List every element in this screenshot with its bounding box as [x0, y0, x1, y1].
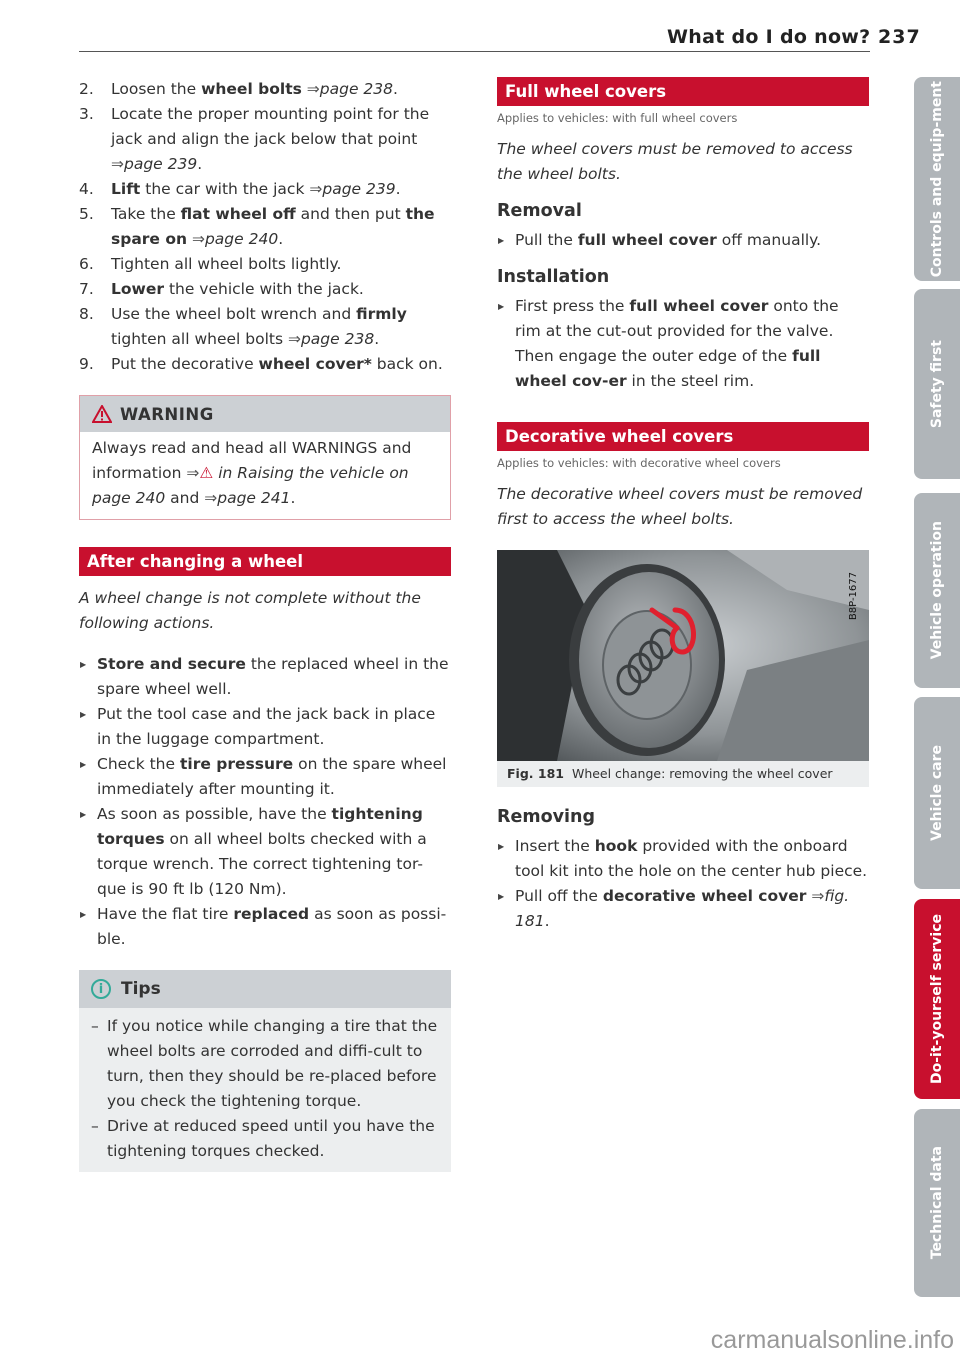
text-run: Put the decorative: [111, 355, 259, 373]
text-run: Loosen the: [111, 80, 202, 98]
right-column: [497, 77, 869, 934]
page-reference: page 238: [300, 330, 375, 348]
installation-list: [497, 294, 869, 394]
applies-to: Applies to vehicles: with full wheel covers: [497, 111, 738, 125]
list-item: [79, 802, 451, 902]
arrow-icon: ⇒: [306, 80, 320, 98]
arrow-icon: ⇒: [204, 489, 218, 507]
section-title: After changing a wheel: [87, 552, 303, 571]
header-rule: [79, 51, 870, 52]
text-run: Use the wheel bolt wrench and: [111, 305, 357, 323]
figure-wheel-cover-photo: [497, 550, 869, 761]
figure-code: B8P-1677: [848, 572, 859, 621]
bold-term: the spare on: [111, 205, 435, 248]
list-item: [497, 228, 869, 253]
text-run: tighten all wheel bolts: [111, 330, 288, 348]
watermark: carmanualsonline.info: [710, 1326, 954, 1354]
chapter-tab[interactable]: [914, 1109, 960, 1297]
tip-item: – If you notice while changing a tire that the wheel bolts are corroded and diffi-cult to turn, then they should be re-placed before you check the tightening torque.: [91, 1014, 439, 1114]
page-reference: page 239: [124, 155, 198, 173]
page-number: 237: [878, 26, 921, 48]
bold-term: full wheel cover: [577, 231, 717, 249]
text-run: onto the rim at the cut-out provided for the valve. Then engage the outer edge of the: [515, 297, 839, 365]
text-run: the vehicle with the jack.: [164, 280, 364, 298]
text-run: off manually.: [716, 231, 822, 249]
procedure-step: [79, 202, 451, 252]
chapter-tab-label: Vehicle operation: [929, 521, 945, 660]
page-reference: page 238: [319, 80, 394, 98]
arrow-icon: ⇒: [287, 330, 301, 348]
step-number: 5.: [79, 205, 94, 223]
text-run: in the steel rim.: [626, 372, 755, 390]
procedure-step: [79, 352, 451, 377]
bold-term: tightening torques: [97, 805, 423, 848]
warning-header: [80, 396, 450, 432]
step-number: 3.: [79, 105, 94, 123]
arrow-icon: ⇒: [811, 887, 825, 905]
text-run: .: [395, 180, 401, 198]
text-run: Tighten all wheel bolts lightly.: [111, 255, 342, 273]
step-number: 6.: [79, 255, 94, 273]
text-run: Have the flat tire: [97, 905, 234, 923]
chapter-tab-label: Controls and equip-ment: [929, 80, 945, 278]
page-reference: page 239: [322, 180, 396, 198]
text-run: on all wheel bolts checked with a torque wrench. The correct tightening tor-que is 90 ft lb (120 Nm).: [97, 830, 427, 898]
text-run: Insert the: [515, 837, 595, 855]
warning-triangle-icon: ⚠: [199, 464, 214, 482]
removal-list: [497, 228, 869, 253]
text-run: .: [374, 330, 380, 348]
list-item: [497, 884, 869, 934]
chapter-tab[interactable]: [914, 77, 960, 281]
step-number: 7.: [79, 280, 94, 298]
text-run: .: [544, 912, 550, 930]
left-column: [79, 77, 451, 1172]
section-heading-decorative-covers: [497, 422, 869, 451]
arrow-icon: ⇒: [309, 180, 323, 198]
text-run: and: [165, 489, 205, 507]
list-item: [79, 902, 451, 952]
bold-term: flat wheel off: [180, 205, 296, 223]
bold-term: Lift: [111, 180, 141, 198]
bold-term: hook: [594, 837, 638, 855]
warning-text: [80, 432, 450, 519]
chapter-tab-label: Do-it-yourself service: [929, 913, 945, 1084]
step-number: 9.: [79, 355, 94, 373]
bold-term: full wheel cov-er: [515, 347, 821, 390]
procedure-step: [79, 302, 451, 352]
applies-to: Applies to vehicles: with decorative wheel covers: [497, 456, 781, 470]
procedure-step: [79, 177, 451, 202]
bold-term: wheel bolts: [201, 80, 302, 98]
bold-term: tire pressure: [179, 755, 294, 773]
tips-box: [79, 970, 451, 1172]
subheading-removal: Removal: [497, 201, 582, 221]
section-title: Full wheel covers: [505, 82, 667, 101]
procedure-step: [79, 277, 451, 302]
text-run: as soon as possi-ble.: [97, 905, 447, 948]
procedure-step: [79, 77, 451, 102]
chapter-tab-label: Vehicle care: [929, 745, 945, 841]
text-run: Locate the proper mounting point for the jack and align the jack below that point: [111, 105, 430, 148]
text-run: .: [197, 155, 203, 173]
tips-title: Tips: [121, 978, 161, 999]
bold-term: full wheel cover: [629, 297, 769, 315]
section-heading-after-changing: [79, 547, 451, 576]
subheading-installation: Installation: [497, 267, 610, 287]
removing-list: [497, 834, 869, 934]
after-actions-list: [79, 652, 451, 952]
bold-term: wheel cover*: [258, 355, 372, 373]
list-item: [497, 294, 869, 394]
info-icon: i: [91, 979, 111, 999]
section-title: Decorative wheel covers: [505, 427, 734, 446]
bold-term: replaced: [233, 905, 310, 923]
subheading-removing: Removing: [497, 807, 595, 827]
text-run: Pull off the: [515, 887, 603, 905]
text-run: the replaced wheel in the spare wheel well.: [97, 655, 449, 698]
bold-term: Lower: [111, 280, 165, 298]
arrow-icon: ⇒: [191, 230, 205, 248]
running-header-title: What do I do now?: [667, 26, 871, 48]
warning-title: WARNING: [120, 404, 214, 424]
tips-header: [79, 970, 451, 1008]
list-item: [79, 702, 451, 752]
page-reference: page 240: [204, 230, 279, 248]
figure-caption: [497, 761, 869, 787]
page-reference: in Raising the vehicle on page 240: [92, 464, 409, 507]
warning-triangle-icon: [92, 405, 112, 423]
text-run: Take the: [111, 205, 181, 223]
page-reference: page 241: [217, 489, 291, 507]
section-intro: The wheel covers must be removed to access the wheel bolts.: [497, 140, 853, 183]
text-run: Always read and head all WARNINGS and information: [92, 439, 412, 482]
text-run: Put the tool case and the jack back in place in the luggage compartment.: [97, 705, 436, 748]
section-heading-full-covers: [497, 77, 869, 106]
step-number: 8.: [79, 305, 94, 323]
procedure-steps: [79, 77, 451, 377]
chapter-tab-label: Technical data: [929, 1146, 945, 1260]
page-reference: fig. 181: [515, 887, 850, 930]
bold-term: firmly: [356, 305, 407, 323]
text-run: As soon as possible, have the: [97, 805, 332, 823]
text-run: .: [290, 489, 296, 507]
text-run: Pull the: [515, 231, 578, 249]
text-run: on the spare wheel immediately after mounting it.: [97, 755, 447, 798]
text-run: provided with the onboard tool kit into the hole on the center hub piece.: [515, 837, 868, 880]
chapter-tab[interactable]: [914, 899, 960, 1099]
warning-box: [79, 395, 451, 520]
tip-item: – Drive at reduced speed until you have the tightening torques checked.: [91, 1114, 439, 1164]
text-run: .: [393, 80, 398, 98]
list-item: [79, 752, 451, 802]
bold-term: decorative wheel cover: [602, 887, 807, 905]
text-run: .: [278, 230, 284, 248]
section-intro: The decorative wheel covers must be removed first to access the wheel bolts.: [497, 485, 863, 528]
chapter-tab[interactable]: [914, 289, 960, 479]
list-item: [79, 652, 451, 702]
procedure-step: [79, 252, 451, 277]
arrow-icon: ⇒: [111, 155, 124, 173]
arrow-icon: ⇒: [186, 464, 200, 482]
text-run: Check the: [97, 755, 180, 773]
step-number: 2.: [79, 80, 94, 98]
text-run: the car with the jack: [140, 180, 310, 198]
step-number: 4.: [79, 180, 94, 198]
chapter-tab[interactable]: [914, 697, 960, 889]
figure-label: Fig. 181: [507, 766, 564, 781]
text-run: and then put: [295, 205, 406, 223]
list-item: [497, 834, 869, 884]
procedure-step: [79, 102, 451, 177]
tips-list: [79, 1008, 451, 1172]
chapter-tab-label: Safety first: [929, 339, 945, 429]
chapter-tab[interactable]: [914, 493, 960, 688]
figure-caption-text: Wheel change: removing the wheel cover: [571, 766, 833, 781]
wheel-hub-illustration: [497, 550, 869, 761]
bold-term: Store and secure: [97, 655, 246, 673]
text-run: back on.: [371, 355, 443, 373]
text-run: First press the: [515, 297, 630, 315]
section-intro: A wheel change is not complete without the following actions.: [79, 589, 421, 632]
